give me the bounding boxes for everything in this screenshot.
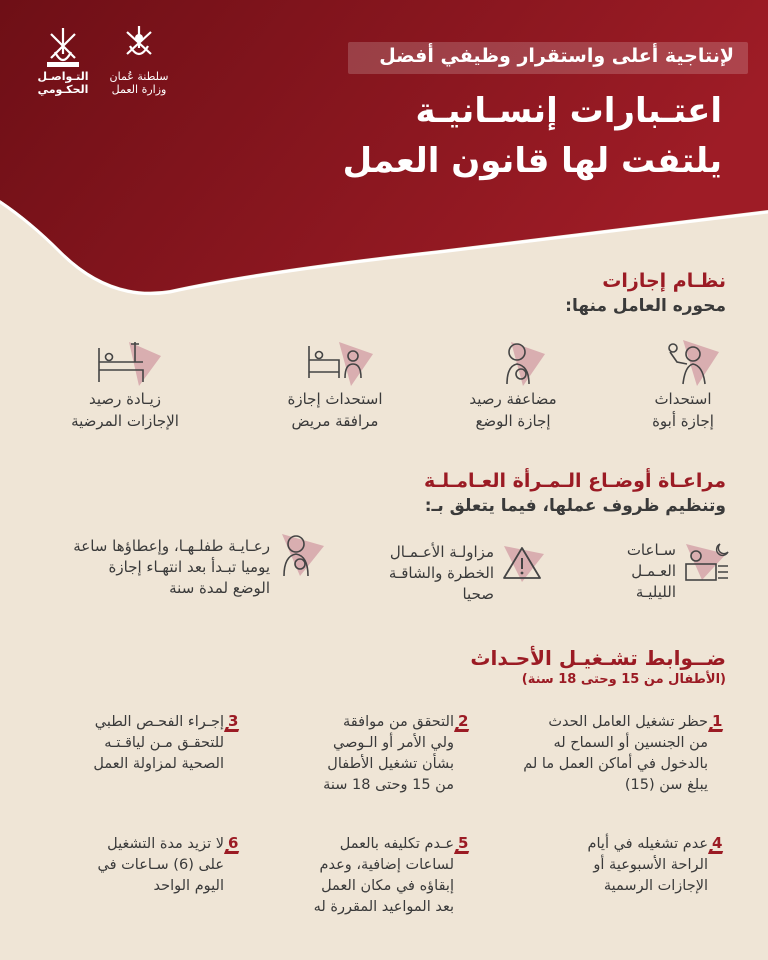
- condition-childcare: رعـايـة طفلـهـا، وإعطاؤها ساعة يوميا تبـدأ بعد انتهـاء إجازة الوضع لمدة سنة: [73, 537, 270, 597]
- logos: [30, 24, 180, 124]
- leave-label: مضاعفة رصيد إجازة الوضع: [469, 390, 557, 430]
- women-subtitle: وتنظيم ظروف عملها، فيما يتعلق بـ:: [424, 496, 726, 516]
- rule-number: 2: [458, 712, 468, 730]
- leaves-title: نظـام إجازات: [602, 270, 726, 292]
- rule-number: 3: [228, 712, 238, 730]
- mother-child-icon: [276, 530, 328, 578]
- rule-text: عدم تشغيله في أيام الراحة الأسبوعية أو الإجازات الرسمية: [587, 836, 708, 894]
- leave-item-sick: [40, 338, 210, 438]
- rule-number: 6: [228, 834, 238, 852]
- rule-text: لا تزيد مدة التشغيل على (6) سـاعات في اليوم الواحد: [97, 836, 224, 894]
- hospital-bed-icon: [95, 338, 165, 388]
- warning-icon: [500, 542, 548, 584]
- rule-text: إجـراء الفحـص الطبي للتحقـق مـن لياقـتـه الصحية لمزاولة العمل: [93, 714, 224, 772]
- oman-emblem-icon: [119, 24, 159, 70]
- leave-item-maternity: [428, 338, 598, 438]
- juveniles-title: ضــوابط تشـغيـل الأحـداث: [470, 646, 726, 670]
- juveniles-subtitle: (الأطفال من 15 وحتى 18 سنة): [521, 672, 726, 687]
- mother-baby-icon: [483, 338, 553, 388]
- ministry-logo: [106, 24, 172, 96]
- leave-item-paternity: [598, 338, 768, 438]
- patient-companion-icon: [305, 338, 375, 388]
- title-line-2: يلتفت لها قانون العمل: [342, 141, 722, 181]
- gov-logo-text: التـواصـل الحكـومي: [37, 70, 89, 96]
- rule-number: 4: [712, 834, 722, 852]
- rule-text: التحقق من موافقة ولي الأمر أو الـوصي بشأن تشغيل الأطفال من 15 وحتى 18 سنة: [323, 714, 454, 793]
- rule-number: 5: [458, 834, 468, 852]
- leave-label: استحداث إجازة مرافقة مريض: [287, 390, 383, 430]
- rule-number: 1: [712, 712, 722, 730]
- gov-communication-logo: [30, 24, 96, 96]
- father-baby-icon: [653, 338, 723, 388]
- ministry-logo-text: سلطنة عُمان وزارة العمل: [109, 70, 169, 96]
- condition-hazardous-work: مزاولـة الأعـمـال الخطرة والشاقـة صحيا: [388, 543, 494, 603]
- leave-item-companion: [250, 338, 420, 438]
- leave-label: زيـادة رصيد الإجازات المرضية: [71, 390, 179, 430]
- night-work-icon: [682, 540, 732, 584]
- rule-text: حظر تشغيل العامل الحدث من الجنسين أو السماح له بالدخول في أماكن العمل ما لم يبلغ سن (15): [523, 714, 708, 793]
- tagline: لإنتاجية أعلى واستقرار وظيفي أفضل: [348, 42, 748, 74]
- leaves-subtitle: محوره العامل منها:: [565, 296, 726, 316]
- rule-text: عـدم تكليفه بالعمل لساعات إضافية، وعدم إبقاؤه في مكان العمل بعد المواعيد المقررة له: [313, 836, 454, 915]
- title-line-1: اعتـبارات إنسـانيـة: [415, 91, 722, 131]
- leave-label: استحداث إجازة أبوة: [652, 390, 714, 430]
- khanjar-emblem-icon: [43, 24, 83, 70]
- condition-night-work: سـاعات العـمـل الليليـة: [626, 541, 676, 601]
- women-title: مراعـاة أوضـاع الـمـرأة العـامـلـة: [423, 470, 726, 492]
- page-title: [302, 86, 722, 186]
